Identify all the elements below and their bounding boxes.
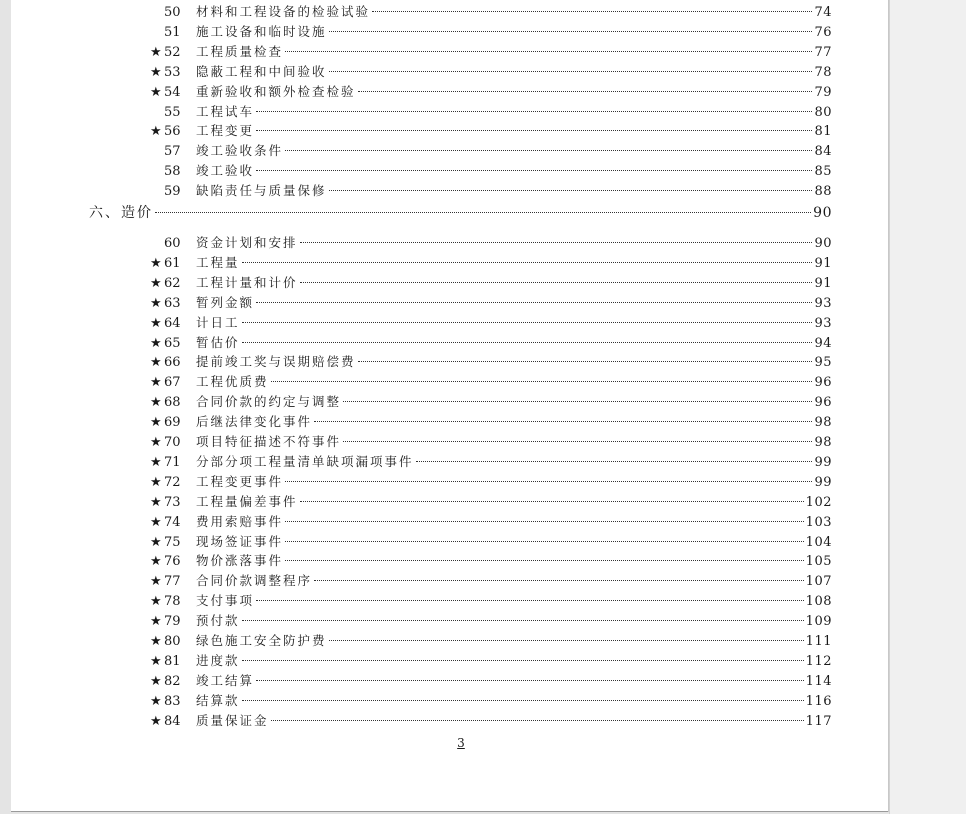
toc-entry[interactable] (150, 22, 832, 42)
toc-entry-title: 进度款 (196, 652, 240, 668)
toc-entry-page: 107 (805, 574, 832, 590)
dot-leader (314, 580, 804, 581)
dot-leader (242, 620, 804, 621)
toc-entry[interactable] (150, 432, 832, 452)
viewer-sidebar (889, 0, 966, 814)
star-icon: ★ (150, 255, 162, 271)
toc-entry-page: 94 (814, 335, 832, 351)
toc-entry-page: 99 (814, 454, 832, 470)
toc-entry-title: 支付事项 (196, 593, 255, 609)
toc-entry-title: 工程量偏差事件 (196, 493, 298, 509)
star-icon: ★ (150, 355, 162, 371)
toc-entry-number: 65 (164, 335, 181, 351)
toc-entry-title: 分部分项工程量清单缺项漏项事件 (196, 453, 414, 469)
star-icon: ★ (150, 275, 162, 291)
toc-entry-page: 98 (814, 415, 832, 431)
toc-entry-title: 缺陷责任与质量保修 (196, 183, 327, 199)
toc-entry-page: 93 (814, 295, 832, 311)
toc-entry-page: 116 (805, 693, 832, 709)
document-page (11, 0, 888, 812)
star-icon: ★ (150, 713, 162, 729)
dot-leader (358, 91, 813, 92)
toc-entry-number: 59 (164, 184, 181, 200)
toc-entry[interactable] (150, 273, 832, 293)
page-number: 3 (457, 736, 465, 750)
dot-leader (343, 401, 812, 402)
toc-entry-title: 暂列金额 (196, 294, 255, 310)
toc-entry[interactable] (150, 671, 832, 691)
toc-entry-number: 77 (164, 574, 181, 590)
dot-leader (242, 660, 804, 661)
toc-entry[interactable] (150, 512, 832, 532)
toc-entry-title: 暂估价 (196, 334, 240, 350)
toc-entry[interactable] (150, 651, 832, 671)
star-icon: ★ (150, 124, 162, 140)
toc-entry-title: 工程优质费 (196, 374, 269, 390)
toc-entry-number: 57 (164, 144, 181, 160)
dot-leader (256, 170, 812, 171)
toc-entry-page: 85 (814, 164, 832, 180)
star-icon: ★ (150, 295, 162, 311)
dot-leader (271, 720, 804, 721)
toc-entry-number: 75 (164, 534, 181, 550)
dot-leader (416, 461, 813, 462)
toc-entry-page: 102 (805, 494, 832, 510)
toc-entry-page: 91 (814, 255, 832, 271)
toc-entry-page: 78 (814, 64, 832, 80)
dot-leader (155, 212, 811, 213)
dot-leader (271, 381, 813, 382)
toc-entry[interactable] (150, 2, 832, 22)
toc-entry[interactable] (150, 611, 832, 631)
toc-entry[interactable] (150, 492, 832, 512)
toc-entry-page: 93 (814, 315, 832, 331)
toc-entry-number: 61 (164, 255, 181, 271)
toc-entry-number: 63 (164, 295, 181, 311)
toc-entry-page: 96 (814, 395, 832, 411)
toc-entry-number: 76 (164, 554, 181, 570)
dot-leader (285, 521, 804, 522)
toc-entry-number: 69 (164, 415, 181, 431)
toc-entry-page: 99 (814, 474, 832, 490)
toc-entry[interactable] (150, 551, 832, 571)
toc-entry-title: 材料和工程设备的检验试验 (196, 4, 371, 19)
dot-leader (300, 242, 813, 243)
toc-entry[interactable] (150, 233, 832, 253)
toc-entry-title: 竣工结算 (196, 672, 255, 688)
toc-entry[interactable] (150, 253, 832, 273)
toc-entry[interactable] (150, 691, 832, 711)
dot-leader (256, 130, 812, 131)
toc-entry-number: 51 (164, 24, 181, 40)
toc-entry-title: 隐蔽工程和中间验收 (196, 63, 327, 79)
star-icon: ★ (150, 534, 162, 550)
star-icon: ★ (150, 554, 162, 570)
toc-entry-number: 60 (164, 236, 181, 251)
toc-entry[interactable] (150, 161, 832, 181)
toc-entry-title: 现场签证事件 (196, 533, 284, 549)
toc-entry[interactable] (150, 392, 832, 412)
toc-entry-title: 施工设备和临时设施 (196, 23, 327, 39)
dot-leader (343, 441, 812, 442)
dot-leader (285, 560, 804, 561)
toc-entry-page: 109 (805, 614, 832, 630)
toc-entry-page: 98 (814, 435, 832, 450)
star-icon: ★ (150, 375, 162, 391)
star-icon: ★ (150, 395, 162, 411)
toc-entry-number: 83 (164, 693, 181, 709)
toc-entry-number: 52 (164, 44, 181, 60)
toc-entry-page: 76 (814, 24, 832, 40)
toc-entry-number: 84 (164, 713, 181, 729)
star-icon: ★ (150, 335, 162, 351)
toc-entry-number: 74 (164, 514, 181, 530)
toc-entry[interactable] (150, 102, 832, 122)
dot-leader (256, 680, 804, 681)
toc-entry-page: 117 (805, 713, 832, 729)
dot-leader (242, 322, 813, 323)
star-icon: ★ (150, 614, 162, 630)
toc-entry-page: 95 (814, 355, 832, 371)
toc-entry-title: 项目特征描述不符事件 (196, 434, 342, 449)
dot-leader (329, 71, 813, 72)
toc-entry[interactable] (150, 591, 832, 611)
star-icon: ★ (150, 415, 162, 431)
star-icon: ★ (150, 435, 162, 450)
toc-entry-number: 53 (164, 64, 181, 80)
toc-entry[interactable] (150, 293, 832, 313)
dot-leader (242, 262, 813, 263)
toc-entry-number: 79 (164, 614, 181, 630)
toc-entry-title: 计日工 (196, 314, 240, 330)
toc-entry-page: 79 (814, 84, 832, 100)
dot-leader (314, 421, 812, 422)
toc-entry-page: 112 (805, 653, 832, 669)
toc-entry-title: 工程变更事件 (196, 473, 284, 489)
toc-entry[interactable] (150, 313, 832, 333)
toc-entry-page: 81 (814, 124, 832, 140)
toc-entry[interactable] (150, 412, 832, 432)
toc-entry-title: 合同价款调整程序 (196, 573, 313, 589)
toc-entry-title: 预付款 (196, 613, 240, 629)
toc-entry[interactable] (150, 42, 832, 62)
toc-entry-title: 工程质量检查 (196, 43, 284, 59)
star-icon: ★ (150, 673, 162, 689)
toc-entry-number: 64 (164, 315, 181, 331)
toc-entry-title: 工程量 (196, 254, 240, 270)
toc-entry-title: 竣工验收 (196, 163, 255, 179)
toc-entry-page: 103 (805, 514, 832, 530)
toc-entry-title: 结算款 (196, 692, 240, 708)
toc-entry[interactable] (150, 452, 832, 472)
toc-chapter-entry[interactable] (89, 203, 832, 223)
star-icon: ★ (150, 44, 162, 60)
star-icon: ★ (150, 454, 162, 470)
toc-entry-number: 62 (164, 275, 181, 291)
star-icon: ★ (150, 574, 162, 590)
toc-entry-title: 提前竣工奖与误期赔偿费 (196, 354, 356, 370)
toc-entry-number: 71 (164, 454, 181, 470)
toc-entry-title: 后继法律变化事件 (196, 414, 313, 430)
toc-entry[interactable] (150, 631, 832, 651)
dot-leader (300, 282, 813, 283)
toc-entry-title: 物价涨落事件 (196, 553, 284, 569)
star-icon: ★ (150, 634, 162, 649)
star-icon: ★ (150, 84, 162, 100)
toc-entry-page: 77 (814, 44, 832, 60)
toc-entry-title: 资金计划和安排 (196, 235, 298, 250)
dot-leader (300, 501, 804, 502)
toc-entry-page: 91 (814, 275, 832, 291)
toc-entry-number: 73 (164, 494, 181, 510)
star-icon: ★ (150, 315, 162, 331)
toc-entry-title: 竣工验收条件 (196, 143, 284, 159)
toc-entry[interactable] (150, 352, 832, 372)
toc-entry-title: 工程试车 (196, 103, 255, 119)
toc-entry-page: 88 (814, 184, 832, 200)
toc-entry[interactable] (150, 532, 832, 552)
toc-entry-number: 66 (164, 355, 181, 371)
toc-entry[interactable] (150, 472, 832, 492)
dot-leader (285, 541, 804, 542)
dot-leader (256, 111, 812, 112)
toc-entry-number: 81 (164, 653, 181, 669)
dot-leader (329, 190, 813, 191)
dot-leader (256, 302, 812, 303)
toc-entry-page: 104 (805, 534, 832, 550)
toc-entry-number: 67 (164, 375, 181, 391)
toc-entry-page: 74 (814, 5, 832, 20)
toc-entry-title: 费用索赔事件 (196, 513, 284, 529)
star-icon: ★ (150, 64, 162, 80)
dot-leader (242, 342, 813, 343)
dot-leader (329, 31, 813, 32)
toc-entry-number: 56 (164, 124, 181, 140)
dot-leader (358, 361, 813, 362)
toc-entry-page: 105 (805, 554, 832, 570)
toc-entry-number: 50 (164, 5, 181, 20)
toc-entry[interactable] (150, 121, 832, 141)
toc-entry-page: 108 (805, 594, 832, 610)
toc-entry-page: 80 (814, 104, 832, 120)
toc-entry-title: 合同价款的约定与调整 (196, 394, 342, 410)
toc-entry-page: 84 (814, 144, 832, 160)
toc-entry-number: 54 (164, 84, 181, 100)
toc-entry-number: 80 (164, 634, 181, 649)
dot-leader (285, 481, 812, 482)
toc-entry-title: 工程计量和计价 (196, 274, 298, 290)
toc-entry-page: 111 (805, 634, 832, 649)
toc-entry[interactable] (150, 571, 832, 591)
toc-entry[interactable] (150, 141, 832, 161)
dot-leader (242, 700, 804, 701)
toc-entry[interactable] (150, 372, 832, 392)
toc-entry-number: 68 (164, 395, 181, 411)
toc-entry-page: 90 (814, 236, 832, 251)
toc-entry-number: 72 (164, 474, 181, 490)
toc-entry-title: 重新验收和额外检查检验 (196, 83, 356, 99)
toc-entry-number: 58 (164, 164, 181, 180)
dot-leader (329, 640, 804, 641)
toc-entry-title: 工程变更 (196, 123, 255, 139)
dot-leader (372, 11, 812, 12)
toc-entry-page: 114 (805, 673, 832, 689)
toc-entry-number: 82 (164, 673, 181, 689)
toc-entry-page: 90 (813, 205, 832, 221)
toc-entry-title: 六、造价 (89, 205, 153, 221)
toc-entry[interactable] (150, 62, 832, 82)
star-icon: ★ (150, 474, 162, 490)
toc-entry-number: 78 (164, 594, 181, 610)
star-icon: ★ (150, 693, 162, 709)
dot-leader (285, 150, 812, 151)
toc-entry[interactable] (150, 181, 832, 201)
toc-entry-number: 55 (164, 104, 181, 120)
toc-entry[interactable] (150, 82, 832, 102)
star-icon: ★ (150, 514, 162, 530)
toc-entry-title: 质量保证金 (196, 712, 269, 728)
star-icon: ★ (150, 594, 162, 610)
toc-entry-title: 绿色施工安全防护费 (196, 633, 327, 648)
star-icon: ★ (150, 653, 162, 669)
toc-entry-number: 70 (164, 435, 181, 450)
toc-entry-page: 96 (814, 375, 832, 391)
toc-entry[interactable] (150, 711, 832, 731)
star-icon: ★ (150, 494, 162, 510)
dot-leader (285, 51, 812, 52)
toc-entry[interactable] (150, 333, 832, 353)
dot-leader (256, 600, 804, 601)
